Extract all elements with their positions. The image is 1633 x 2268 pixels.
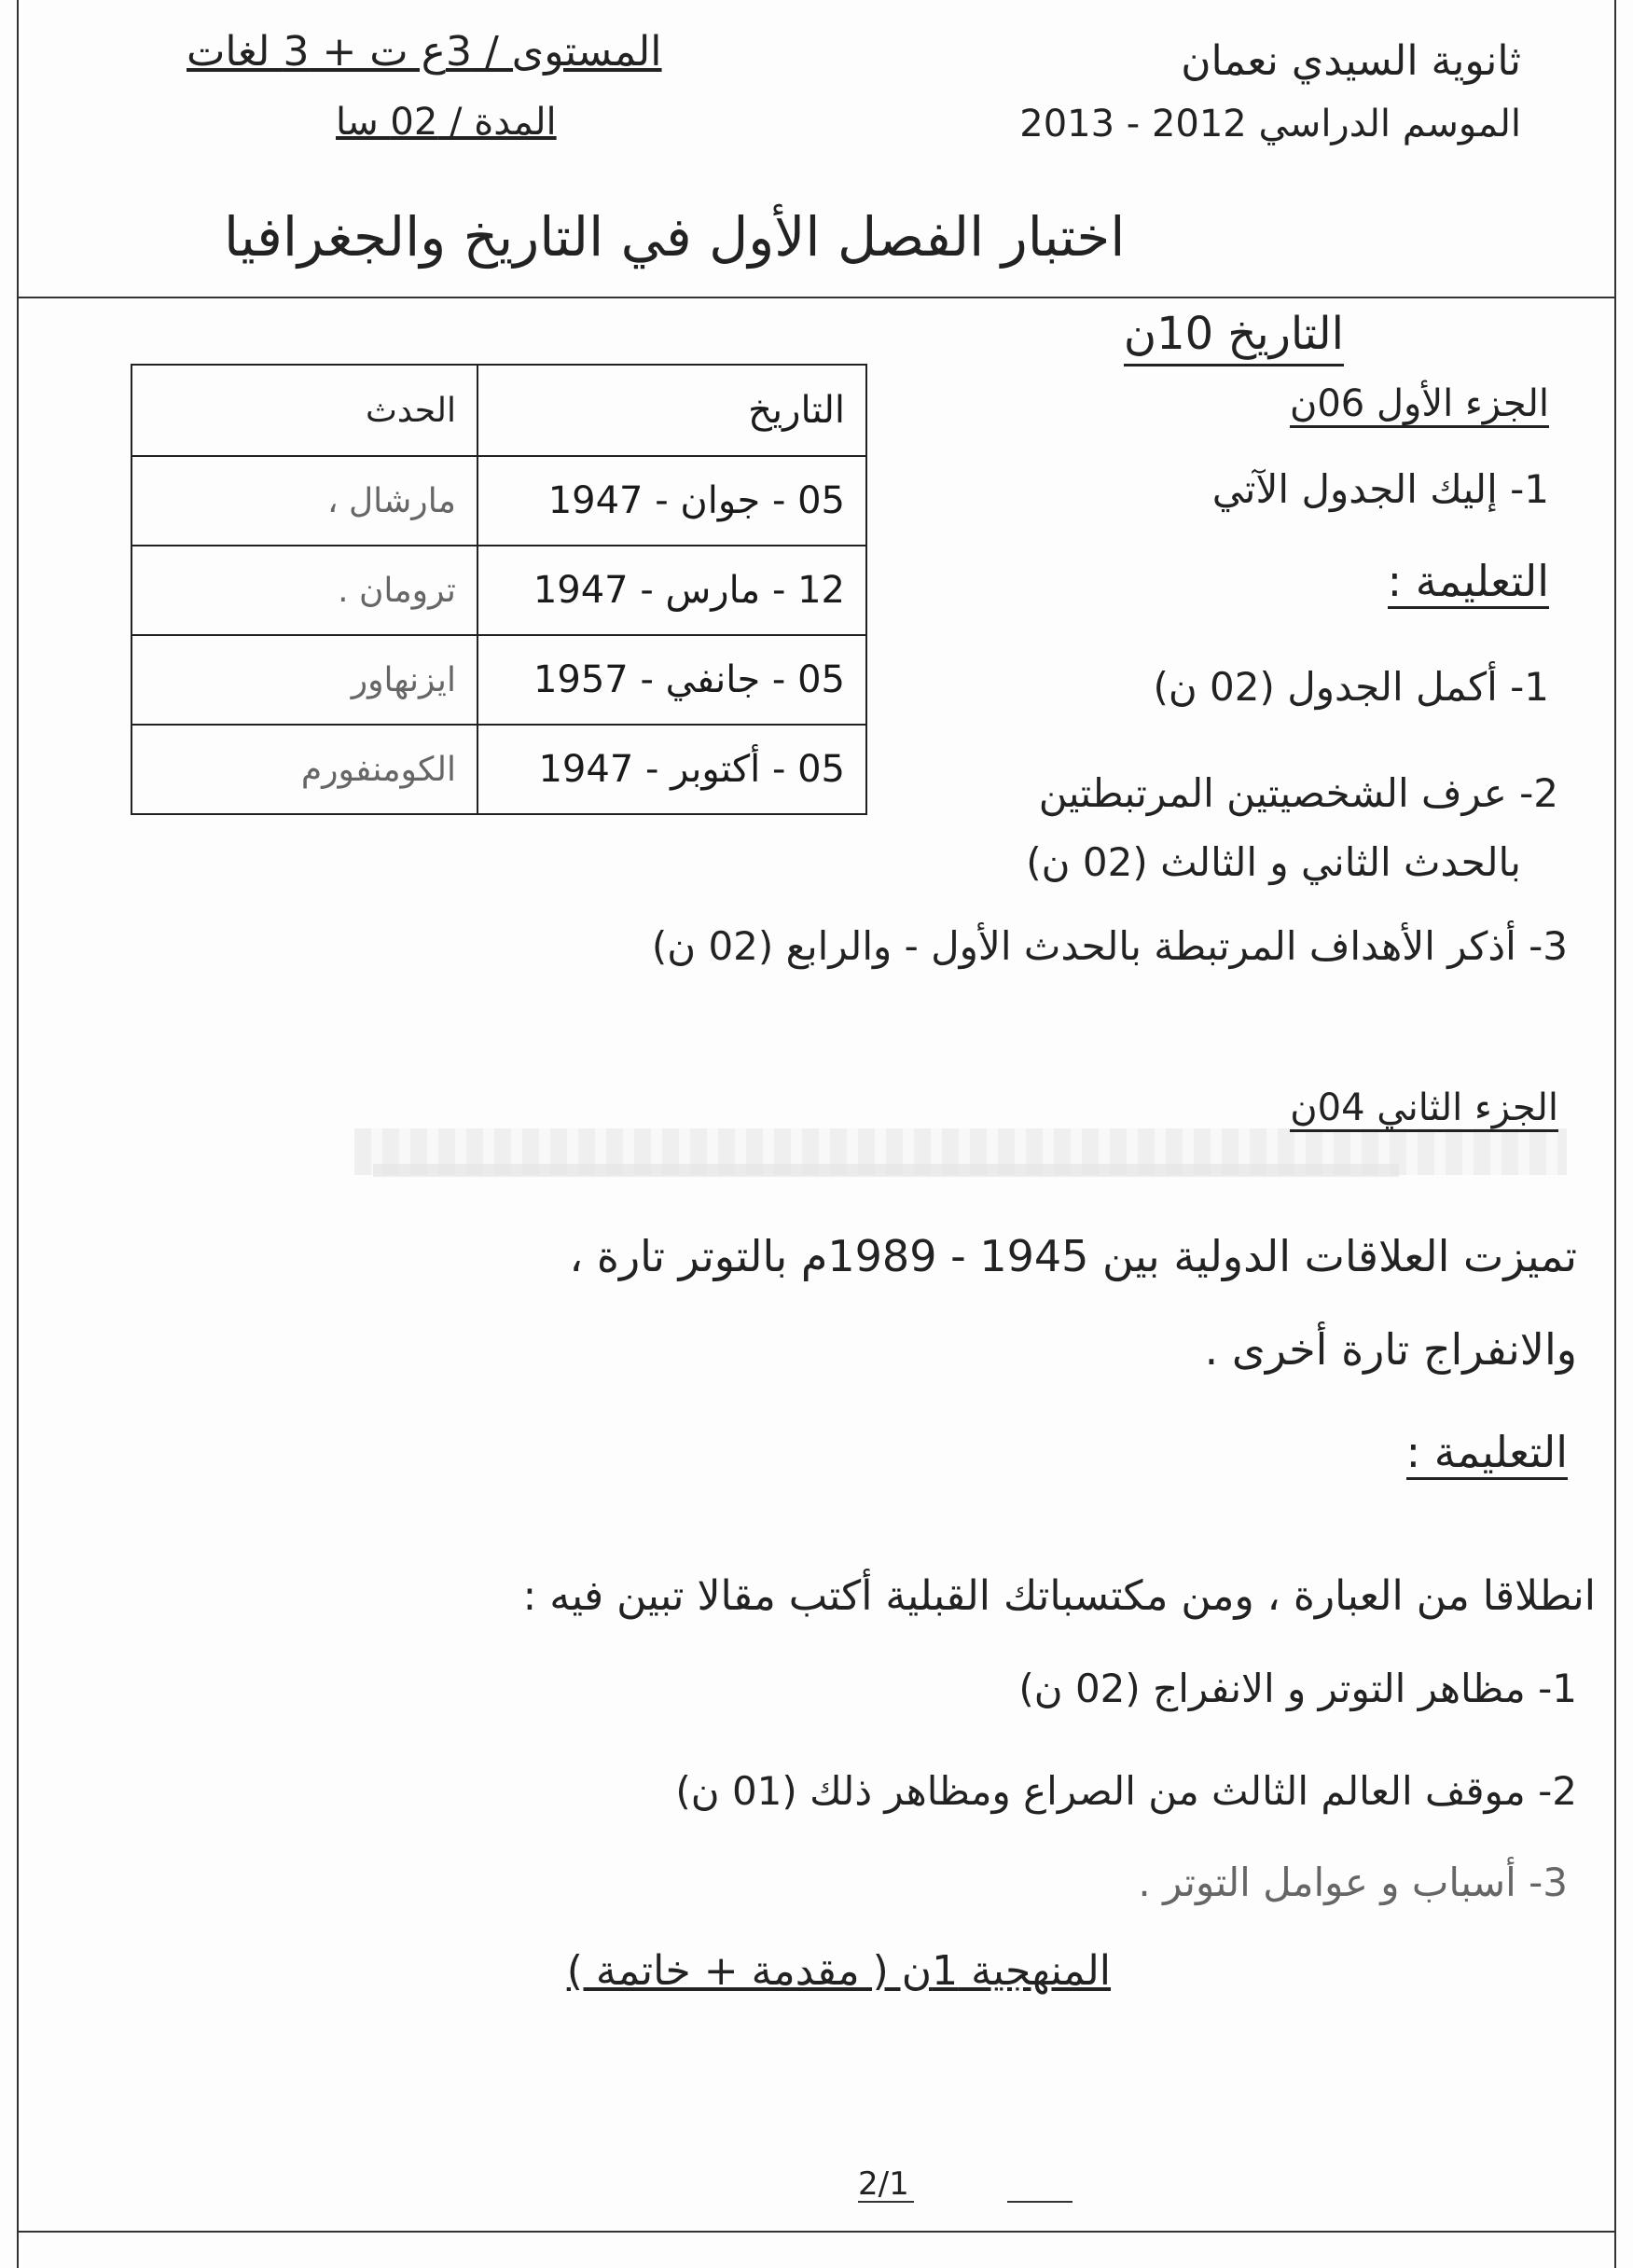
methodology-note: المنهجية 1ن ( مقدمة + خاتمة ) <box>566 1947 1111 1995</box>
duration-label: المدة / 02 سا <box>336 101 557 144</box>
table-row <box>131 456 866 546</box>
right-border <box>1614 0 1616 2268</box>
row-event: الكومنفورم <box>131 725 477 814</box>
header-divider <box>17 297 1616 298</box>
page-number-line <box>1007 2201 1073 2203</box>
part1-title: الجزء الأول 06ن <box>1290 382 1549 428</box>
table-row <box>131 725 866 814</box>
part1-item-2-cont: بالحدث الثاني و الثالث (02 ن) <box>1026 839 1521 885</box>
part1-item-1: 1- أكمل الجدول (02 ن) <box>1153 664 1549 710</box>
part2-statement-line: تميزت العلاقات الدولية بين 1945 - 1989م بالتوتر تارة ، <box>569 1231 1577 1281</box>
bottom-border <box>17 2231 1616 2233</box>
part2-task-label: التعليمة : <box>1406 1427 1568 1480</box>
section-title-history: التاريخ 10ن <box>1124 308 1344 366</box>
row-event: مارشال ، <box>131 456 477 546</box>
level-label: المستوى / 3ع ت + 3 لغات <box>187 28 662 76</box>
row-event: ترومان . <box>131 546 477 635</box>
table-row <box>131 635 866 725</box>
part2-item-3: 3- أسباب و عوامل التوتر . <box>1138 1860 1568 1905</box>
part2-intro: انطلاقا من العبارة ، ومن مكتسباتك القبلية أكتب مقالا تبين فيه : <box>522 1572 1596 1620</box>
part2-item-2: 2- موقف العالم الثالث من الصراع ومظاهر ذلك (01 ن) <box>675 1768 1577 1814</box>
part1-question: 1- إليك الجدول الآتي <box>1211 466 1549 512</box>
part1-item-3: 3- أذكر الأهداف المرتبطة بالحدث الأول - والرابع (02 ن) <box>651 923 1568 969</box>
exam-title: اختبار الفصل الأول في التاريخ والجغرافيا <box>224 205 1126 269</box>
table-header-row <box>131 365 866 456</box>
row-date: 05 - أكتوبر - 1947 <box>477 725 866 814</box>
row-event: ايزنهاور <box>131 635 477 725</box>
row-date: 05 - جانفي - 1957 <box>477 635 866 725</box>
part2-statement-line: والانفراج تارة أخرى . <box>1204 1324 1577 1375</box>
bleed-through-mark <box>373 1164 1399 1177</box>
page-number: 2/1 <box>858 2165 909 2203</box>
part1-item-2: 2- عرف الشخصيتين المرتبطتين <box>1038 770 1558 816</box>
part2-title: الجزء الثاني 04ن <box>1290 1086 1558 1132</box>
part2-item-1: 1- مظاهر التوتر و الانفراج (02 ن) <box>1018 1666 1577 1711</box>
row-date: 05 - جوان - 1947 <box>477 456 866 546</box>
school-year: الموسم الدراسي 2012 - 2013 <box>1019 103 1521 145</box>
row-date: 12 - مارس - 1947 <box>477 546 866 635</box>
part1-task-label: التعليمة : <box>1388 556 1549 609</box>
left-border <box>17 0 19 2268</box>
header-date: التاريخ <box>477 365 866 456</box>
header-event: الحدث <box>131 365 477 456</box>
events-table <box>131 364 867 815</box>
school-name: ثانوية السيدي نعمان <box>1181 37 1521 85</box>
table-row <box>131 546 866 635</box>
